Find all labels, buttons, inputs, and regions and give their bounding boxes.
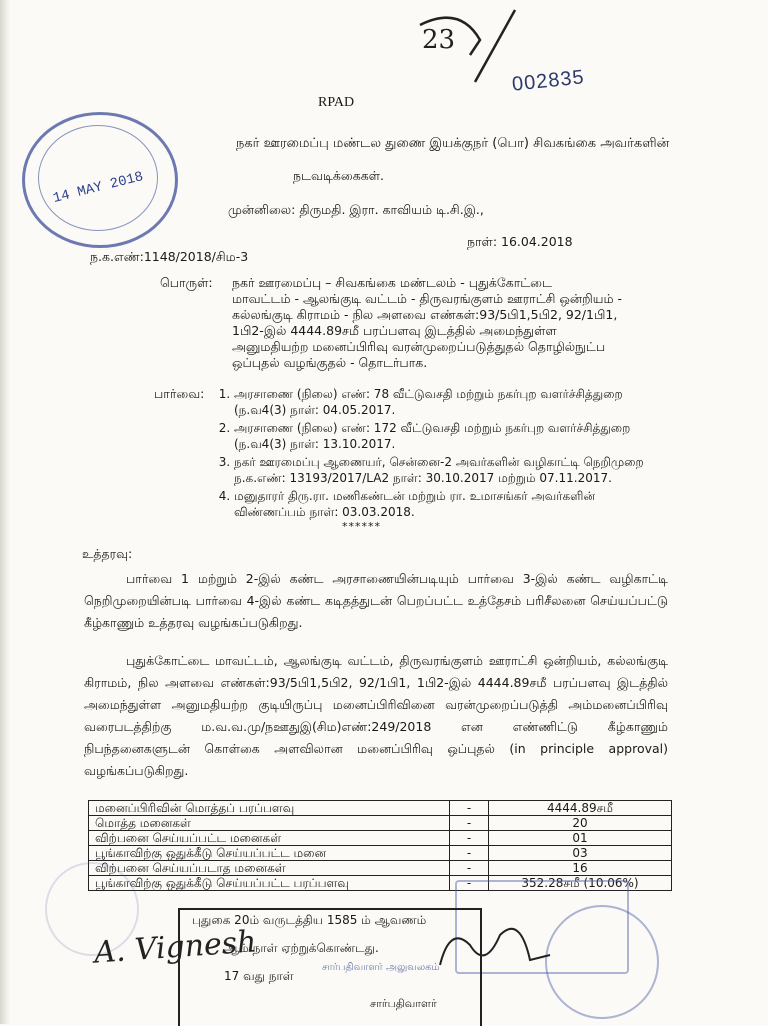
order-heading: உத்தரவு:: [82, 546, 133, 561]
row-label: பூங்காவிற்கு ஒதுக்கீடு செய்யப்பட்ட பரப்பளவு: [89, 876, 450, 891]
row-label: விற்பனை செய்யப்பட்ட மனைகள்: [89, 831, 450, 846]
row-dash: -: [450, 876, 489, 891]
row-dash: -: [450, 861, 489, 876]
registrar-title: சார்பதிவாளர்: [370, 997, 437, 1010]
reference-item: 1. அரசாணை (நிலை) எண்: 78 வீட்டுவசதி மற்றும் நகர்புற வளர்ச்சித்துறை (ந.வ4(3) நாள்: 04.05.2017.: [234, 386, 654, 418]
row-value: 01: [489, 831, 672, 846]
separator-stars: ******: [342, 520, 381, 533]
rpad-label: RPAD: [318, 95, 355, 110]
subject-line: 1பி2-இல் 4444.89சமீ பரப்பளவு இடத்தில் அமைந்துள்ள: [232, 323, 557, 338]
reference-number: ந.க.எண்:1148/2018/சிம-3: [90, 249, 249, 264]
references-list: [218, 386, 654, 522]
order-paragraph-1: பார்வை 1 மற்றும் 2-இல் கண்ட அரசாணையின்படியும் பார்வை 3-இல் கண்ட வழிகாட்டி நெறிமுறையின்படி பார்வை 4-இல் கண்ட கடிதத்துடன் பெறப்பட்ட உத்தேசம் பரிசீலனை செய்யப்பட்டு கீழ்காணும் உத்தரவு வழங்கப்படுகிறது.: [84, 571, 668, 630]
table-row: [89, 846, 672, 861]
row-value: 4444.89சமீ: [489, 801, 672, 816]
subject-line: கல்லங்குடி கிராமம் - நில அளவை எண்கள்:93/5பி1,5பி2, 92/1பி1,: [232, 307, 618, 322]
table-row: [89, 861, 672, 876]
order-paragraph-2: புதுக்கோட்டை மாவட்டம், ஆலங்குடி வட்டம், திருவரங்குளம் ஊராட்சி ஒன்றியம், கல்லங்குடி கிராமம், நில அளவை எண்கள்:93/5பி1,5பி2, 92/1பி1, 1பி2-இல் 4444.89சமீ பரப்பளவு இடத்தில் அமைந்துள்ள அனுமதியற்ற குடியிருப்பு மனைப்பிரிவினை வரன்முறைப்படுத்தி அம்மனைப்பிரிவு வரைபடத்திற்கு ம.வ.வ.மு/நஊதுஇ(சிம)எண்:249/2018 என எண்ணிட்டு கீழ்காணும் நிபந்தனைகளுடன் கொள்கை அளவிலான மனைப்பிரிவு ஒப்புதல் (in principle approval) வழங்கப்படுகிறது.: [84, 653, 668, 778]
row-value: 20: [489, 816, 672, 831]
subject-line: மாவட்டம் - ஆலங்குடி வட்டம் - திருவரங்குளம் ஊராட்சி ஒன்றியம் -: [232, 291, 623, 306]
proceedings-heading: நடவடிக்கைகள்.: [293, 168, 384, 183]
page-edge-shadow: [0, 0, 10, 1024]
row-value: 16: [489, 861, 672, 876]
table-row: [89, 831, 672, 846]
presence-line: முன்னிலை: திருமதி. இரா. காவியம் டி.சி.இ.,: [228, 202, 484, 217]
row-value: 352.28சமீ (10.06%): [489, 876, 672, 891]
signature-right: [430, 915, 560, 985]
subject-block: [232, 275, 682, 371]
annotation-number: 23: [422, 25, 456, 55]
row-label: விற்பனை செய்யப்படாத மனைகள்: [89, 861, 450, 876]
order-date: நாள்: 16.04.2018: [467, 234, 573, 249]
reference-item: 4. மனுதாரர் திரு.ரா. மணிகண்டன் மற்றும் ரா. உமாசங்கர் அவர்களின் விண்ணப்பம் நாள்: 03.03.2018.: [234, 488, 654, 520]
seal-date: 14 MAY 2018: [51, 169, 145, 207]
table-row: [89, 801, 672, 816]
row-label: மனைப்பிரிவின் மொத்தப் பரப்பளவு: [89, 801, 450, 816]
registration-line-3: 17 வது நாள்: [224, 969, 294, 983]
authority-line: நகர் ஊரமைப்பு மண்டல துணை இயக்குநர் (பொ) சிவகங்கை அவர்களின்: [236, 136, 670, 151]
registration-line-2: ஆம் நாள் ஏற்றுக்கொண்டது.: [224, 941, 379, 955]
office-stamp-text: சார்பதிவாளர் அலுவலகம்: [322, 962, 440, 973]
table-row: [89, 816, 672, 831]
row-value: 03: [489, 846, 672, 861]
row-dash: -: [450, 801, 489, 816]
row-dash: -: [450, 831, 489, 846]
reference-item: 2. அரசாணை (நிலை) எண்: 172 வீட்டுவசதி மற்றும் நகர்புற வளர்ச்சித்துறை (ந.வ4(3) நாள்: 13.10.2017.: [234, 420, 654, 452]
reference-stamp-number: 002835: [510, 66, 586, 96]
row-dash: -: [450, 846, 489, 861]
subject-line: ஒப்புதல் வழங்குதல் - தொடர்பாக.: [232, 355, 428, 370]
signature-left: A. Vignesh: [92, 924, 258, 971]
row-label: பூங்காவிற்கு ஒதுக்கீடு செய்யப்பட்ட மனை: [89, 846, 450, 861]
reference-item: 3. நகர் ஊரமைப்பு ஆணையர், சென்னை-2 அவர்களின் வழிகாட்டி நெறிமுறை ந.க.எண்: 13193/2017/LA2 நாள்: 30.10.2017 மற்றும் 07.11.2017.: [234, 454, 654, 486]
plot-summary-table: [88, 800, 672, 891]
row-dash: -: [450, 816, 489, 831]
row-label: மொத்த மனைகள்: [89, 816, 450, 831]
subject-line: அனுமதியற்ற மனைப்பிரிவு வரன்முறைப்படுத்துதல் தொழில்நுட்ப: [232, 339, 606, 354]
registration-line-1: புதுகை 20ம் வருடத்திய 1585 ம் ஆவணம்: [192, 913, 427, 927]
faded-round-stamp: [545, 905, 659, 1019]
subject-label: பொருள்:: [160, 275, 213, 290]
subject-line: நகர் ஊரமைப்பு – சிவகங்கை மண்டலம் - புதுக்கோட்டை: [232, 275, 552, 290]
references-label: பார்வை:: [154, 386, 205, 401]
